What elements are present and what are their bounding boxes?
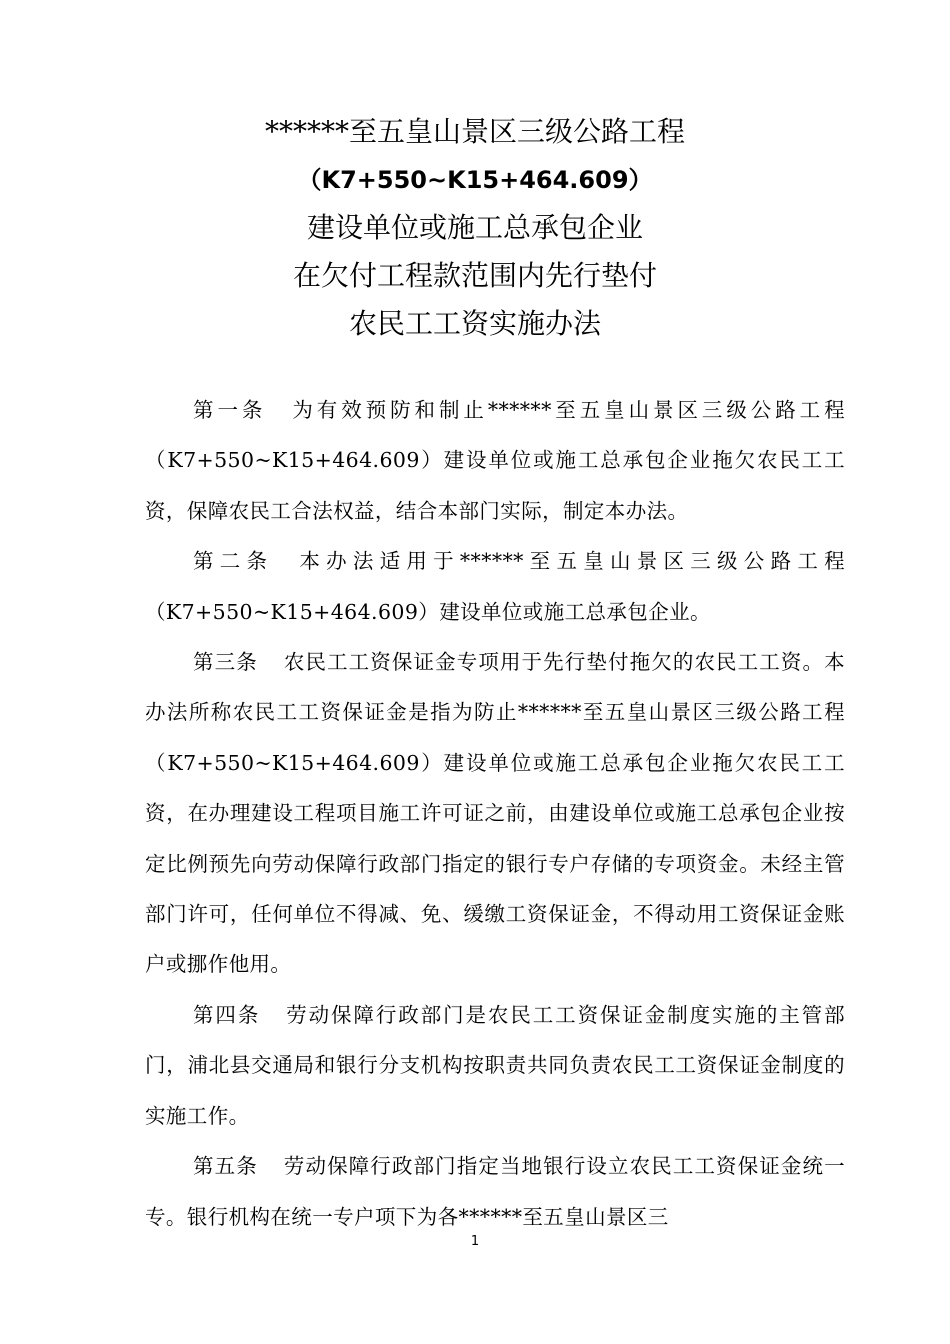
article-text: 为有效预防和制止******至五皇山景区三级公路工程（K7+550~K15+464.609）建设单位或施工总承包企业拖欠农民工工资，保障农民工合法权益，结合本部门实际，制定本办法。 <box>145 398 846 523</box>
article-text: 劳动保障行政部门指定当地银行设立农民工工资保证金统一专。银行机构在统一专户项下为各******至五皇山景区三 <box>145 1154 846 1229</box>
article-2 <box>145 536 845 637</box>
article-1 <box>145 385 845 536</box>
article-text: 本办法适用于******至五皇山景区三级公路工程（K7+550~K15+464.609）建设单位或施工总承包企业。 <box>145 549 846 624</box>
article-text: 农民工工资保证金专项用于先行垫付拖欠的农民工工资。本办法所称农民工工资保证金是指为防止******至五皇山景区三级公路工程（K7+550~K15+464.609）建设单位或施工总承包企业拖欠农民工工资，在办理建设工程项目施工许可证之前，由建设单位或施工总承包企业按定比例预先向劳动保障行政部门指定的银行专户存储的专项资金。未经主管部门许可，任何单位不得减、免、缓缴工资保证金，不得动用工资保证金账户或挪作他用。 <box>145 650 846 977</box>
article-4 <box>145 990 845 1141</box>
document-body <box>145 385 845 1242</box>
article-label: 第五条 <box>193 1154 258 1179</box>
document-title <box>0 108 950 348</box>
title-line-5: 农民工工资实施办法 <box>348 307 601 340</box>
article-3 <box>145 637 845 990</box>
title-line-1: ******至五皇山景区三级公路工程 <box>264 115 685 148</box>
article-label: 第四条 <box>193 1002 261 1027</box>
article-5 <box>145 1141 845 1242</box>
article-label: 第三条 <box>193 650 258 675</box>
page-number: 1 <box>470 1234 480 1249</box>
article-text: 劳动保障行政部门是农民工工资保证金制度实施的主管部门，浦北县交通局和银行分支机构按职责共同负责农民工工资保证金制度的实施工作。 <box>145 1002 845 1128</box>
title-line-3: 建设单位或施工总承包企业 <box>306 211 643 244</box>
article-label: 第一条 <box>193 398 267 422</box>
title-line-2: （K7+550~K15+464.609） <box>297 166 653 194</box>
article-label: 第二条 <box>193 549 274 574</box>
title-line-4: 在欠付工程款范围内先行垫付 <box>292 259 657 292</box>
